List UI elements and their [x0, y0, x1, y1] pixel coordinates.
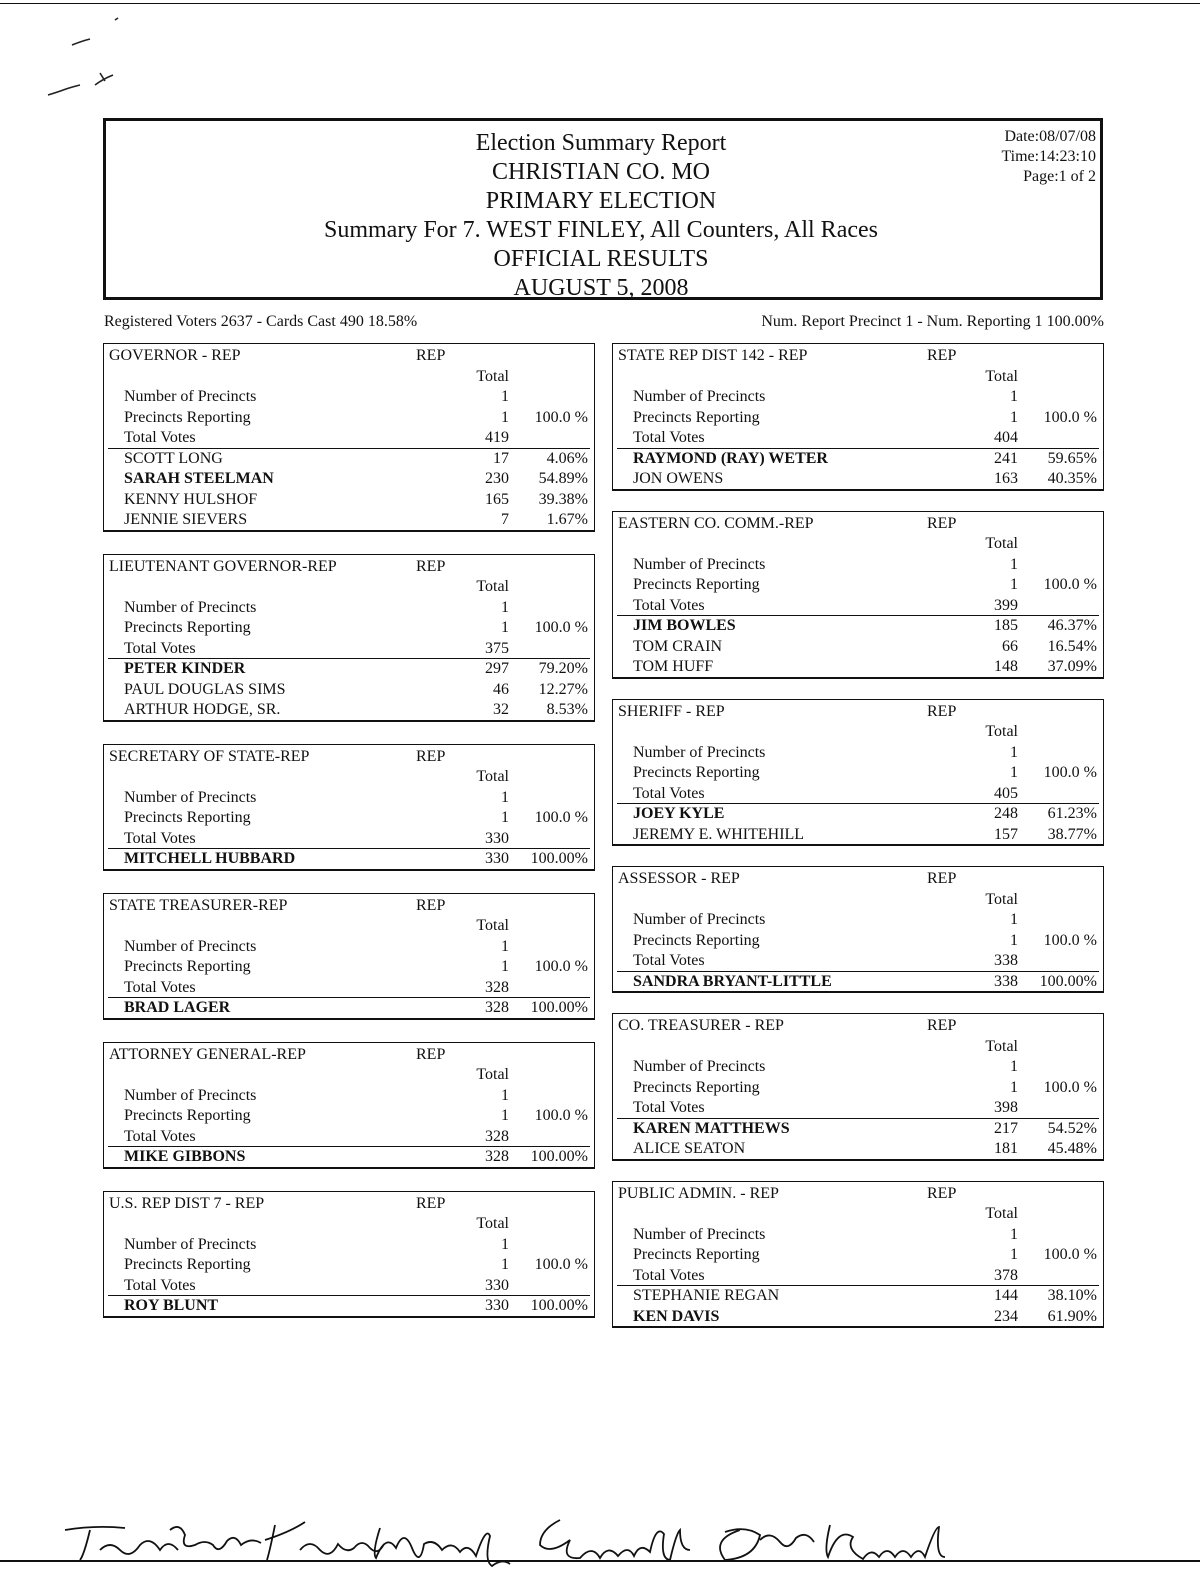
precincts-reporting-value: 1 — [1010, 931, 1018, 949]
candidate-name: JON OWENS — [633, 470, 724, 487]
precincts-reporting-value: 1 — [1010, 1246, 1018, 1263]
candidate-name: TOM CRAIN — [633, 637, 723, 655]
candidate-percent: 45.48% — [1047, 1140, 1097, 1157]
precincts-reporting-percent: 100.0 % — [534, 1256, 588, 1273]
precincts-reporting-value: 1 — [1010, 764, 1018, 781]
candidate-percent: 37.09% — [1047, 658, 1097, 675]
candidate-votes: 248 — [994, 805, 1018, 822]
candidate-votes: 234 — [994, 1307, 1018, 1325]
party-label: REP — [927, 870, 957, 887]
report-date: Date:08/07/08 — [1004, 128, 1096, 145]
candidate-percent: 59.65% — [1047, 449, 1097, 467]
candidate-votes: 148 — [994, 658, 1018, 675]
precincts-reporting-label: Precincts Reporting — [124, 408, 251, 426]
total-votes-label: Total Votes — [633, 1266, 705, 1284]
candidate-row — [104, 998, 594, 1018]
total-votes-label: Total Votes — [124, 1276, 196, 1294]
precincts-reporting-label: Precincts Reporting — [633, 1246, 760, 1263]
race-title: ASSESSOR - REP — [618, 870, 740, 887]
party-label: REP — [416, 1045, 446, 1063]
total-votes-label: Total Votes — [124, 978, 196, 996]
candidate-percent: 8.53% — [546, 701, 588, 718]
race-title: GOVERNOR - REP — [109, 347, 241, 364]
candidate-name: KEN DAVIS — [633, 1307, 720, 1325]
precincts-reporting-value: 1 — [501, 809, 509, 826]
candidate-name: JIM BOWLES — [633, 617, 736, 634]
candidate-percent: 1.67% — [546, 511, 588, 528]
number-of-precincts-value: 1 — [1010, 1058, 1018, 1075]
candidate-name: STEPHANIE REGAN — [633, 1287, 780, 1304]
candidate-percent: 40.35% — [1047, 470, 1097, 487]
candidate-name: JOEY KYLE — [633, 805, 725, 822]
candidate-percent: 4.06% — [546, 449, 588, 467]
total-votes-label: Total Votes — [124, 829, 196, 847]
candidate-row — [104, 510, 594, 530]
total-votes-value: 328 — [485, 1127, 509, 1145]
number-of-precincts-value: 1 — [1010, 555, 1018, 573]
report-time: Time:14:23:10 — [1001, 148, 1096, 165]
candidate-name: MITCHELL HUBBARD — [124, 850, 296, 867]
precincts-reporting-percent: 100.0 % — [534, 958, 588, 975]
precincts-reporting-value: 1 — [1010, 1078, 1018, 1096]
total-votes-label: Total Votes — [124, 1127, 196, 1145]
candidate-row — [613, 972, 1103, 992]
race-title: SHERIFF - REP — [618, 702, 725, 720]
party-label: REP — [927, 1017, 957, 1034]
candidate-votes: 163 — [994, 470, 1018, 487]
candidate-row — [613, 825, 1103, 845]
total-column-header: Total — [476, 1215, 509, 1232]
race-title: EASTERN CO. COMM.-REP — [618, 514, 814, 532]
race-title: STATE REP DIST 142 - REP — [618, 347, 808, 364]
total-votes-value: 378 — [994, 1266, 1018, 1284]
party-label: REP — [927, 1184, 957, 1202]
candidate-name: PAUL DOUGLAS SIMS — [124, 680, 286, 698]
party-label: REP — [927, 514, 957, 532]
race-box-attorney-general-rep — [103, 1042, 595, 1169]
candidate-percent: 16.54% — [1047, 637, 1097, 655]
precincts-reporting-label: Precincts Reporting — [633, 1078, 760, 1096]
race-box-lieutenant-governor-rep — [103, 554, 595, 722]
candidate-percent: 79.20% — [538, 660, 588, 677]
precincts-reporting-label: Precincts Reporting — [124, 619, 251, 636]
race-title: STATE TREASURER-REP — [109, 896, 288, 914]
party-label: REP — [416, 747, 446, 765]
candidate-name: TOM HUFF — [633, 658, 714, 675]
candidate-votes: 32 — [493, 701, 509, 718]
margin-scribble-mark — [40, 15, 140, 105]
candidate-percent: 39.38% — [538, 490, 588, 508]
total-votes-value: 375 — [485, 639, 509, 657]
race-title: ATTORNEY GENERAL-REP — [109, 1045, 306, 1063]
candidate-votes: 181 — [994, 1140, 1018, 1157]
candidate-percent: 12.27% — [538, 680, 588, 698]
candidate-row — [104, 490, 594, 510]
candidate-row — [613, 1286, 1103, 1306]
candidate-row — [613, 804, 1103, 824]
number-of-precincts-label: Number of Precincts — [124, 388, 257, 405]
total-column-header: Total — [476, 917, 509, 934]
candidate-row — [104, 849, 594, 869]
precincts-reporting-percent: 100.0 % — [1043, 931, 1097, 949]
number-of-precincts-label: Number of Precincts — [633, 1058, 766, 1075]
registered-voters-stat: Registered Voters 2637 - Cards Cast 490 18.58% — [104, 313, 418, 330]
precincts-reporting-percent: 100.0 % — [1043, 576, 1097, 593]
total-votes-value: 328 — [485, 978, 509, 996]
party-label: REP — [927, 347, 957, 364]
bottom-edge-rule — [0, 1560, 1200, 1562]
race-title: CO. TREASURER - REP — [618, 1017, 784, 1034]
number-of-precincts-label: Number of Precincts — [633, 911, 766, 928]
number-of-precincts-value: 1 — [501, 1086, 509, 1104]
candidate-row — [104, 680, 594, 700]
candidate-percent: 38.10% — [1047, 1287, 1097, 1304]
candidate-row — [613, 1119, 1103, 1139]
precincts-reporting-label: Precincts Reporting — [124, 1256, 251, 1273]
number-of-precincts-value: 1 — [501, 388, 509, 405]
total-column-header: Total — [985, 890, 1018, 908]
candidate-name: KAREN MATTHEWS — [633, 1119, 790, 1137]
candidate-percent: 61.23% — [1047, 805, 1097, 822]
total-votes-label: Total Votes — [633, 952, 705, 969]
candidate-row — [104, 1147, 594, 1167]
race-box-eastern-co-comm-rep — [612, 511, 1104, 679]
number-of-precincts-value: 1 — [501, 598, 509, 616]
total-votes-value: 338 — [994, 952, 1018, 969]
report-meta — [1001, 127, 1096, 187]
number-of-precincts-value: 1 — [501, 1235, 509, 1253]
number-of-precincts-label: Number of Precincts — [124, 1086, 257, 1104]
top-edge-rule — [0, 3, 1200, 4]
candidate-row — [613, 616, 1103, 636]
number-of-precincts-value: 1 — [1010, 911, 1018, 928]
race-title: LIEUTENANT GOVERNOR-REP — [109, 557, 337, 575]
number-of-precincts-value: 1 — [1010, 388, 1018, 405]
number-of-precincts-label: Number of Precincts — [124, 598, 257, 616]
candidate-votes: 338 — [994, 972, 1018, 990]
candidate-row — [613, 657, 1103, 677]
total-votes-label: Total Votes — [633, 429, 705, 446]
party-label: REP — [416, 896, 446, 914]
candidate-row — [104, 659, 594, 679]
total-votes-label: Total Votes — [124, 429, 196, 446]
report-header — [103, 118, 1103, 300]
number-of-precincts-value: 1 — [501, 937, 509, 955]
race-box-u-s-rep-dist-7-rep — [103, 1191, 595, 1318]
total-column-header: Total — [476, 578, 509, 595]
candidate-name: KENNY HULSHOF — [124, 490, 258, 508]
race-box-secretary-of-state-rep — [103, 744, 595, 871]
candidate-percent: 54.89% — [538, 470, 588, 487]
candidate-percent: 100.00% — [530, 999, 588, 1016]
party-label: REP — [416, 347, 446, 364]
precinct-reporting-stat: Num. Report Precinct 1 - Num. Reporting 1 100.00% — [761, 313, 1104, 330]
candidate-percent: 100.00% — [530, 850, 588, 867]
candidate-name: SCOTT LONG — [124, 449, 223, 467]
precincts-reporting-percent: 100.0 % — [1043, 1078, 1097, 1096]
county-name: CHRISTIAN CO. MO — [491, 159, 710, 185]
precincts-reporting-label: Precincts Reporting — [633, 931, 760, 949]
candidate-votes: 230 — [485, 470, 509, 487]
precincts-reporting-value: 1 — [501, 408, 509, 426]
precincts-reporting-label: Precincts Reporting — [633, 408, 760, 426]
number-of-precincts-label: Number of Precincts — [633, 388, 766, 405]
precincts-reporting-value: 1 — [501, 1256, 509, 1273]
candidate-name: MIKE GIBBONS — [124, 1148, 246, 1165]
race-box-state-rep-dist-142-rep — [612, 343, 1104, 491]
candidate-name: JEREMY E. WHITEHILL — [633, 825, 805, 843]
candidate-row — [104, 1296, 594, 1316]
candidate-name: SANDRA BRYANT-LITTLE — [633, 972, 832, 990]
number-of-precincts-label: Number of Precincts — [633, 555, 766, 573]
precincts-reporting-label: Precincts Reporting — [633, 764, 760, 781]
candidate-row — [104, 449, 594, 469]
election-name: PRIMARY ELECTION — [485, 188, 717, 214]
race-box-assessor-rep — [612, 866, 1104, 993]
candidate-row — [104, 700, 594, 720]
race-box-governor-rep — [103, 343, 595, 532]
candidate-votes: 165 — [485, 490, 509, 508]
candidate-row — [613, 469, 1103, 489]
total-column-header: Total — [476, 768, 509, 785]
candidate-votes: 185 — [994, 617, 1018, 634]
report-title: Election Summary Report — [475, 130, 727, 156]
total-votes-value: 404 — [994, 429, 1018, 446]
candidate-name: PETER KINDER — [124, 660, 246, 677]
total-votes-label: Total Votes — [633, 1099, 705, 1116]
race-box-sheriff-rep — [612, 699, 1104, 847]
candidate-votes: 66 — [1002, 637, 1018, 655]
candidate-name: ROY BLUNT — [124, 1297, 219, 1314]
total-votes-value: 330 — [485, 829, 509, 847]
total-column-header: Total — [476, 1066, 509, 1083]
total-votes-label: Total Votes — [633, 596, 705, 614]
precincts-reporting-percent: 100.0 % — [534, 809, 588, 826]
precincts-reporting-percent: 100.0 % — [534, 619, 588, 636]
total-column-header: Total — [476, 367, 509, 385]
party-label: REP — [416, 1194, 446, 1212]
candidate-percent: 100.00% — [530, 1297, 588, 1314]
number-of-precincts-label: Number of Precincts — [633, 743, 766, 761]
candidate-percent: 100.00% — [530, 1148, 588, 1165]
total-column-header: Total — [985, 367, 1018, 385]
results-status: OFFICIAL RESULTS — [493, 246, 709, 272]
total-column-header: Total — [985, 723, 1018, 740]
number-of-precincts-label: Number of Precincts — [633, 1225, 766, 1243]
candidate-percent: 100.00% — [1039, 972, 1097, 990]
candidate-votes: 157 — [994, 825, 1018, 843]
summary-line: Summary For 7. WEST FINLEY, All Counters, All Races — [323, 217, 878, 243]
candidate-votes: 144 — [994, 1287, 1018, 1304]
precincts-reporting-percent: 100.0 % — [1043, 1246, 1097, 1263]
number-of-precincts-value: 1 — [1010, 743, 1018, 761]
number-of-precincts-label: Number of Precincts — [124, 1235, 257, 1253]
total-column-header: Total — [985, 1205, 1018, 1222]
party-label: REP — [927, 702, 957, 720]
precincts-reporting-percent: 100.0 % — [534, 1107, 588, 1124]
candidate-percent: 54.52% — [1047, 1119, 1097, 1137]
candidate-votes: 17 — [493, 449, 509, 467]
total-votes-value: 419 — [485, 429, 509, 446]
precincts-reporting-percent: 100.0 % — [534, 408, 588, 426]
precincts-reporting-value: 1 — [501, 958, 509, 975]
candidate-votes: 328 — [485, 999, 509, 1016]
precincts-reporting-label: Precincts Reporting — [124, 1107, 251, 1124]
race-title: U.S. REP DIST 7 - REP — [109, 1194, 265, 1212]
total-votes-value: 398 — [994, 1099, 1018, 1116]
candidate-row — [613, 637, 1103, 657]
party-label: REP — [416, 557, 446, 575]
candidate-votes: 7 — [501, 511, 509, 528]
candidate-name: SARAH STEELMAN — [124, 470, 274, 487]
race-title: SECRETARY OF STATE-REP — [109, 747, 310, 765]
total-votes-label: Total Votes — [124, 639, 196, 657]
precincts-reporting-value: 1 — [501, 1107, 509, 1124]
candidate-percent: 46.37% — [1047, 617, 1097, 634]
candidate-name: JENNIE SIEVERS — [124, 511, 248, 528]
candidate-row — [613, 1139, 1103, 1159]
total-column-header: Total — [985, 1037, 1018, 1055]
precincts-reporting-value: 1 — [1010, 408, 1018, 426]
number-of-precincts-label: Number of Precincts — [124, 788, 257, 806]
candidate-percent: 38.77% — [1047, 825, 1097, 843]
race-box-public-admin-rep — [612, 1181, 1104, 1329]
election-date: AUGUST 5, 2008 — [513, 275, 689, 301]
candidate-votes: 328 — [485, 1148, 509, 1165]
candidate-name: BRAD LAGER — [124, 999, 231, 1016]
precincts-reporting-percent: 100.0 % — [1043, 764, 1097, 781]
total-votes-value: 330 — [485, 1276, 509, 1294]
precincts-reporting-value: 1 — [501, 619, 509, 636]
precincts-reporting-label: Precincts Reporting — [124, 958, 251, 975]
candidate-votes: 217 — [994, 1119, 1018, 1137]
candidate-percent: 61.90% — [1047, 1307, 1097, 1325]
candidate-votes: 330 — [485, 850, 509, 867]
total-column-header: Total — [985, 535, 1018, 552]
candidate-name: ARTHUR HODGE, SR. — [124, 701, 281, 718]
page-number: Page:1 of 2 — [1023, 168, 1096, 185]
candidate-votes: 297 — [485, 660, 509, 677]
candidate-row — [613, 1307, 1103, 1327]
precincts-reporting-label: Precincts Reporting — [124, 809, 251, 826]
candidate-name: ALICE SEATON — [633, 1140, 746, 1157]
precincts-reporting-value: 1 — [1010, 576, 1018, 593]
total-votes-value: 405 — [994, 784, 1018, 802]
race-title: PUBLIC ADMIN. - REP — [618, 1184, 779, 1202]
candidate-name: RAYMOND (RAY) WETER — [633, 449, 828, 467]
candidate-row — [613, 449, 1103, 469]
number-of-precincts-value: 1 — [501, 788, 509, 806]
number-of-precincts-value: 1 — [1010, 1225, 1018, 1243]
precincts-reporting-percent: 100.0 % — [1043, 408, 1097, 426]
total-votes-label: Total Votes — [633, 784, 705, 802]
candidate-votes: 241 — [994, 449, 1018, 467]
candidate-votes: 46 — [493, 680, 509, 698]
candidate-votes: 330 — [485, 1297, 509, 1314]
race-box-co-treasurer-rep — [612, 1013, 1104, 1161]
precincts-reporting-label: Precincts Reporting — [633, 576, 760, 593]
race-box-state-treasurer-rep — [103, 893, 595, 1020]
number-of-precincts-label: Number of Precincts — [124, 937, 257, 955]
candidate-row — [104, 469, 594, 489]
total-votes-value: 399 — [994, 596, 1018, 614]
